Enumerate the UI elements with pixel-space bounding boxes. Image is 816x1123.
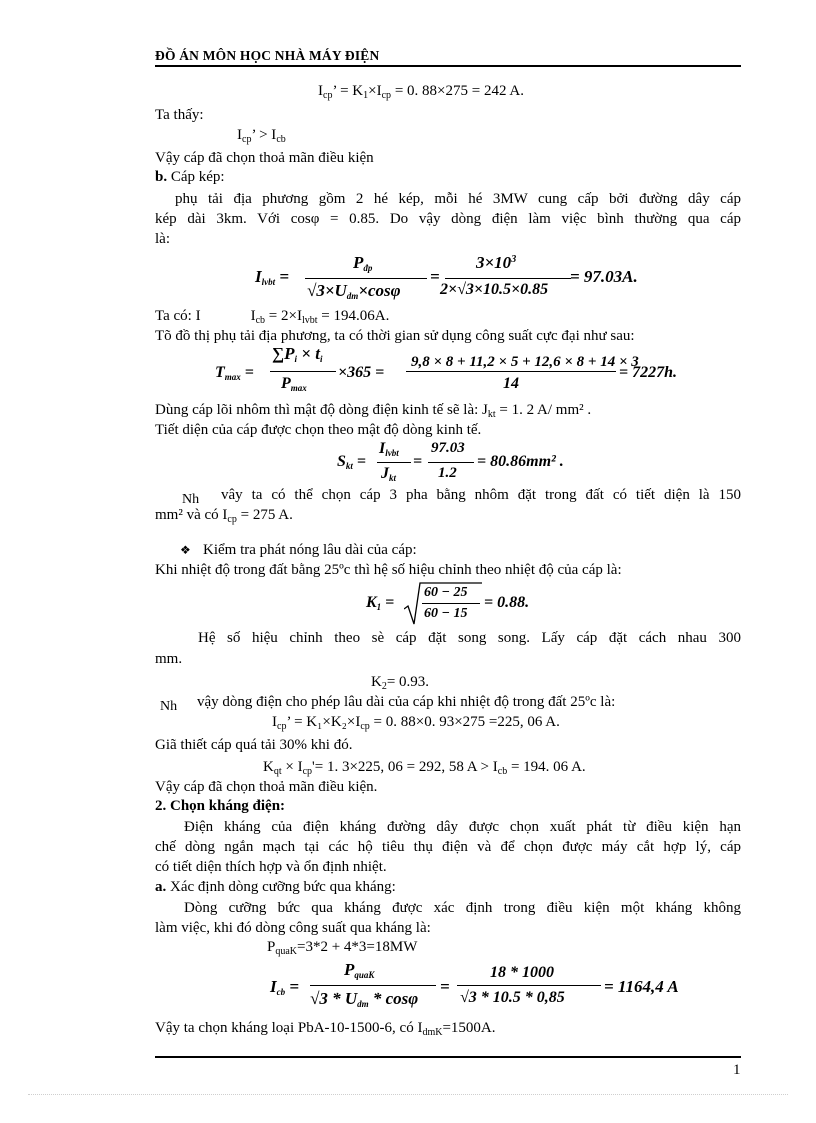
tiet-dien: Tiết diện của cáp được chọn theo mật độ dòng kinh tế. <box>155 422 482 438</box>
vay-ta-line2: mm² và có $I_{cp} = 275$ A. <box>155 507 293 525</box>
vay-cap-1: Vậy cáp đã chọn thoả mãn điều kiện <box>155 150 374 166</box>
formula-k1: $K_1$ = 60 − 25 60 − 15 = 0.88. <box>366 582 556 628</box>
dong-line1: Dòng cưỡng bức qua kháng được xác định trong điều kiện một kháng không <box>184 900 741 916</box>
sec2-para-line1: Điện kháng của điện kháng đường dây được chọn xuất phát từ điều kiện hạn <box>184 819 741 835</box>
sec2-para-line3: có tiết diện thích hợp và ổn định nhiệt. <box>155 859 387 875</box>
kqt-line: $K_{qt} \times I_{cp}'= 1$. 3×225, 06 = 292, 58 $A > I_{cb} = 194$. 06 A. <box>263 759 586 777</box>
nh-2: Nh <box>160 699 178 714</box>
nh-1: Nh <box>182 492 200 507</box>
eq-icp-prime: $I_{cp}$’ = $K_1\times I_{cp} = 0$. 88×275 = 242 A. <box>318 83 524 101</box>
footer-rule <box>155 1056 741 1058</box>
para1-line3: là: <box>155 231 170 247</box>
vay-ta-line1: vây ta có thể chọn cáp 3 pha bằng nhôm đặt trong đất có tiết diện là 150 <box>221 487 741 503</box>
vay-cap-2: Vậy cáp đã chọn thoả mãn điều kiện. <box>155 779 378 795</box>
para1-line2: kép dài 3km. Với cosφ = 0.85. Do vậy dòng điện làm việc bình thường qua cáp <box>155 211 741 227</box>
vay-ta-chon: Vậy ta chọn kháng loại PbA-10-1500-6, có $I_{dmK}=1500A$. <box>155 1020 496 1038</box>
section-2-heading: 2. Chọn kháng điện: <box>155 798 286 814</box>
tu-do-thi: Tõ đồ thị phụ tải địa phương, ta có thời gian sử dụng công suất cực đại như sau: <box>155 328 635 344</box>
page-header-title: ĐỒ ÁN MÔN HỌC NHÀ MÁY ĐIỆN <box>155 48 380 63</box>
formula-ilvbt: $I_{lvbt}$ = $P_{đp}$ $√3\times U_{dm}\times\cos\varphi$ = $3\times 10^3$ 2×√3×10.5×0.85 = 97.03A. <box>255 253 638 301</box>
formula-tmax: $T_{max}$ = $\sum P_i \times t_i$ $P_{max}$ ×365 = 9,8 × 8 + 11,2 × 5 + 12,6 × 8 + 14 × 3 14 = 7227h. <box>215 344 678 393</box>
diamond-bullet-icon: ❖ <box>180 543 191 557</box>
page-number: 1 <box>733 1062 741 1078</box>
khi-nhiet-do: Khi nhiệt độ trong đất bằng 25ºc thì hệ số hiệu chỉnh theo nhiệt độ của cáp là: <box>155 562 622 578</box>
vay-dong: vậy dòng điện cho phép lâu dài của cáp khi nhiệt độ trong đất 25ºc là: <box>197 694 616 710</box>
ta-thay: Ta thấy: <box>155 107 204 123</box>
he-so-line1: Hệ số hiệu chỉnh theo sè cáp đặt song song. Lấy cáp đặt cách nhau 300 <box>198 630 741 646</box>
icp2-line: $I_{cp}$’ = $K_1\times K_2\times I_{cp} = 0$. 88×0. 93×275 =225, 06 A. <box>272 714 560 732</box>
pquak-line: $P_{quaK}=3*2 + 4*3=18MW$ <box>267 939 418 957</box>
dong-line2: làm việc, khi đó dòng công suất qua kháng là: <box>155 920 431 936</box>
sub-heading-a: a. Xác định dòng cưỡng bức qua kháng: <box>155 879 396 895</box>
page-bottom-dotted-rule <box>28 1094 788 1095</box>
k2-value: $K_2= 0.93$. <box>371 674 430 692</box>
formula-skt: $S_{kt}$ = $I_{lvbt}$ $J_{kt}$ = 97.03 1.2 = 80.86mm² . <box>337 440 564 483</box>
sub-heading-b: b. Cáp kép: <box>155 169 225 185</box>
gia-thiet: Giã thiết cáp quá tải 30% khi đó. <box>155 737 353 753</box>
he-so-line2: mm. <box>155 651 183 667</box>
cmp-ineq: $I_{cp}$’ > $I_{cb}$ <box>237 127 286 145</box>
para1-line1: phụ tải địa phương gồm 2 hé kép, mỗi hé 3MW cung cấp bởi đường dây cáp <box>175 191 741 207</box>
ta-co: Ta có: I $I_{cb} = 2\times I_{lvbt} = 194.06A$. <box>155 308 390 326</box>
header-rule <box>155 65 741 67</box>
dung-cap: Dùng cáp lõi nhôm thì mật độ dòng điện kinh tế sẽ là: $J_{kt} = 1$. 2 A/ mm² . <box>155 402 592 420</box>
formula-icb: $I_{cb}$ = $P_{quaK}$ $√3 * U_{dm}$ * cosφ = 18 * 1000 √3 * 10.5 * 0,85 = 1164,4 A <box>270 960 679 1009</box>
sec2-para-line2: chế dòng ngắn mạch tại các hộ tiêu thụ điện và để chọn được máy cắt hợp lý, cáp <box>155 839 741 855</box>
kiem-tra: Kiểm tra phát nóng lâu dài của cáp: <box>203 542 417 558</box>
